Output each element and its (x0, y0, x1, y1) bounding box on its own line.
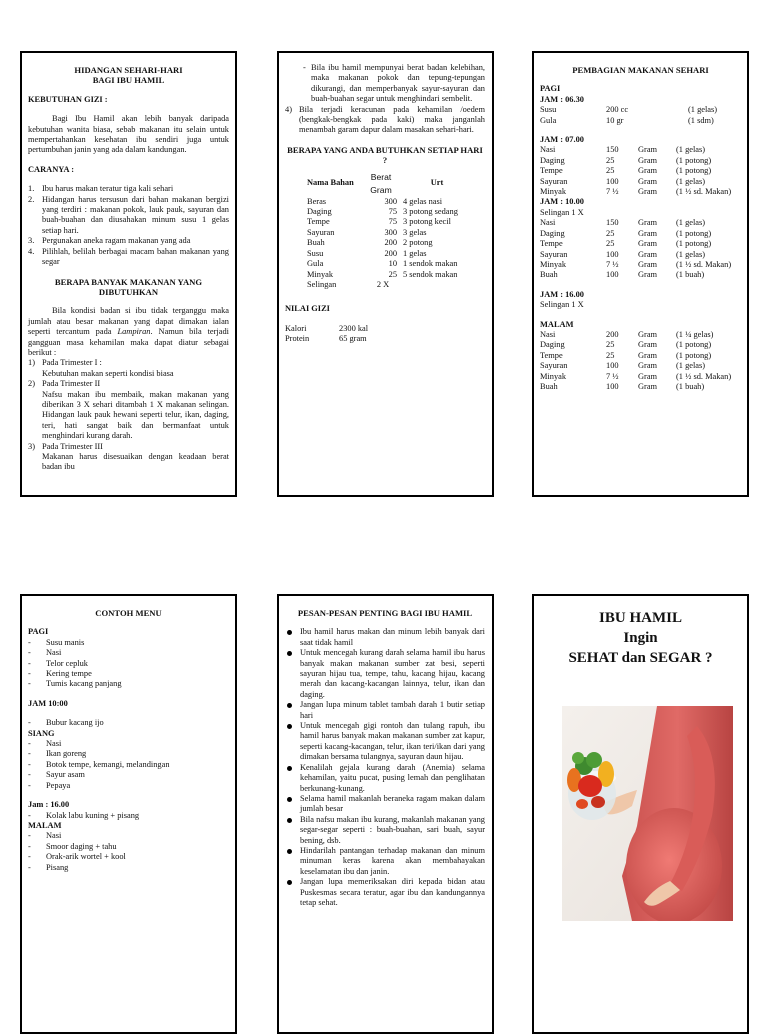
meal-cell-a: Susu (540, 105, 557, 115)
bullet-icon (287, 849, 292, 854)
jam-0700-table (540, 145, 731, 197)
bahan-name: Daging (307, 207, 332, 217)
pembagian-title: PEMBAGIAN MAKANAN SEHARI (572, 65, 709, 75)
menu-pagi-list (28, 638, 229, 690)
menu-siang-list (28, 739, 229, 791)
table-row (290, 280, 460, 290)
list-item: - Bubur kacang ijo (28, 718, 104, 728)
bahan-urt: 1 gelas (403, 248, 427, 258)
meal-cell-b: 7 ½ (606, 371, 619, 381)
table-row (290, 228, 460, 238)
meal-cell-a: Nasi (540, 218, 556, 228)
meal-cell-c: Gram (638, 371, 658, 381)
list-item: 2) Pada Trimester II Nafsu makan ibu membaik, makan makanan yang diberikan 3 X sehari ditambah 1 X makanan selingan. Hidangan lauk pauk hewani seperti telur, ikan, daging, teri, hati sangat baik dan bermanfaat untuk menghindari kurang darah. (28, 379, 229, 441)
bahan-urt: 4 gelas nasi (403, 196, 443, 206)
table-row (540, 361, 731, 371)
kebutuhan-text: Bagi Ibu Hamil akan lebih banyak daripada kebutuhan wanita biasa, sebab makanan itu selain untuk mempertahankan kesehatan ibu sendiri juga untuk pertumbuhan janin yang ada dalam kandungan. (28, 114, 229, 155)
table-header-row (307, 171, 477, 197)
list-item: Kenalilah gejala kurang darah (Anemia) selama kehamilan, yaitu pucat, pusing lemah dan penglihatan berkunang-kunang. (285, 763, 485, 794)
meal-cell-b: 100 (606, 176, 619, 186)
table-row: Kalori 2300 kal (285, 323, 369, 333)
meal-cell-c: Gram (638, 166, 658, 176)
table-row (540, 145, 731, 155)
table-row (540, 177, 731, 187)
list-item: 2. Hidangan harus tersusun dari bahan makanan bergizi yang terdiri : makanan pokok, lauk pauk, sayuran dan buah-buahan dan diusahakan minum susu 1 gelas setiap hari. (28, 194, 229, 235)
caranya-heading: CARANYA : (28, 164, 74, 174)
meal-cell-a: Gula (540, 115, 557, 125)
table-row (290, 207, 460, 217)
panel-title-line2: BAGI IBU HAMIL (92, 75, 165, 86)
list-item: Jangan lupa memeriksakan diri kepada bidan atau Puskesmas secara teratur, agar ibu dan kandungannya tetap sehat. (285, 877, 485, 908)
meal-cell-b: 25 (606, 350, 615, 360)
list-item: 1) Pada Trimester I : Kebutuhan makan seperti kondisi biasa (28, 358, 174, 378)
list-item: - Smoor daging + tahu (28, 841, 117, 851)
meal-cell-d: (1 buah) (676, 381, 705, 391)
meal-cell-d: (1 gelas) (676, 218, 706, 228)
meal-cell-a: Daging (540, 340, 565, 350)
malam-table (540, 330, 731, 392)
meal-cell-b: 100 (606, 270, 619, 280)
list-item: Untuk mencegah kurang darah selama hamil ibu harus banyak makan makanan sumber zat besi, seperti sayuran hijau tua, tempe, tahu, kacang hijau, kacang merah dan kacang-kacangan lainnya, telur, ikan dan daging. (285, 648, 485, 700)
bahan-berat: 25 (388, 269, 397, 279)
table-row (290, 197, 460, 207)
cover-line2: Ingin (623, 630, 658, 646)
col-berat: Berat Gram (370, 171, 392, 195)
bahan-name: Sayuran (307, 227, 335, 237)
table-row (540, 340, 731, 350)
meal-cell-a: Daging (540, 228, 565, 238)
meal-cell-d: (1 potong) (676, 340, 712, 350)
bahan-urt: 3 potong sedang (403, 207, 458, 217)
panel-pembagian (532, 51, 749, 497)
pregnant-woman-photo (562, 706, 733, 921)
meal-cell-a: Buah (540, 270, 558, 280)
table-row (540, 330, 731, 340)
meal-cell-d: (1 gelas) (676, 176, 706, 186)
bullet-icon (287, 630, 292, 635)
jam-0700: JAM : 07.00 (540, 135, 584, 145)
meal-cell-c: Gram (638, 187, 658, 197)
bullet-icon (287, 766, 292, 771)
bahan-berat: 75 (388, 207, 397, 217)
malam-heading: MALAM (540, 319, 574, 329)
pesan-list (285, 627, 485, 908)
list-item: 1. Ibu harus makan teratur tiga kali sehari (28, 184, 174, 194)
list-item: - Orak-arik wortel + kool (28, 852, 126, 862)
panel-pesan (277, 594, 494, 1034)
col-urt: Urt (430, 178, 444, 188)
meal-cell-d: (1 gelas) (676, 361, 706, 371)
table-row (540, 116, 717, 126)
kebutuhan-heading: KEBUTUHAN GIZI : (28, 94, 108, 104)
list-item: - Kering tempe (28, 669, 92, 679)
jam-1000: JAM : 10.00 (540, 197, 584, 207)
meal-cell-d: (1 gelas) (688, 105, 718, 115)
table-row (290, 259, 460, 269)
list-item: 3) Pada Trimester III Makanan harus disesuaikan dengan keadaan berat badan ibu (28, 441, 229, 472)
nilai-gizi-heading: NILAI GIZI (285, 304, 330, 314)
panel-kebutuhan (277, 51, 494, 497)
list-item: - Telor cepluk (28, 658, 88, 668)
list-item: 3. Pergunakan aneka ragam makanan yang ada (28, 236, 191, 246)
bahan-berat: 10 (388, 259, 397, 269)
meal-cell-a: Minyak (540, 371, 567, 381)
meal-cell-d: (1 gelas) (676, 145, 706, 155)
bahan-berat: 300 (384, 196, 397, 206)
table-row (540, 218, 731, 228)
table-row: Protein 65 gram (285, 334, 367, 344)
meal-cell-c: Gram (638, 218, 658, 228)
meal-cell-a: Nasi (540, 145, 556, 155)
list-item: - Nasi (28, 831, 62, 841)
meal-cell-c: Gram (638, 249, 658, 259)
meal-cell-b: 200 cc (606, 105, 629, 115)
berapa-text: Bila kondisi badan si ibu tidak terganggu maka jumlah atau besar makanan yang dapat dimakan ialan seperti tercantum pada Lampiran. Namun bila terjadi gangguan masa kehamilan maka dapat diatur sebagai berikut : (28, 306, 229, 357)
menu-pagi-heading: PAGI (28, 627, 49, 637)
meal-cell-d: (1 gelas) (676, 249, 706, 259)
menu-jam16-list (28, 811, 229, 821)
meal-cell-b: 150 (606, 145, 619, 155)
meal-cell-c: Gram (638, 259, 658, 269)
bahan-urt: 2 potong (403, 238, 433, 248)
list-item: - Pepaya (28, 780, 71, 790)
menu-malam-list (28, 831, 229, 873)
meal-cell-b: 7 ½ (606, 259, 619, 269)
panel-title-line1: HIDANGAN SEHARI-HARI (74, 65, 183, 75)
bahan-berat: 300 (384, 227, 397, 237)
trimester-list (28, 358, 229, 472)
bahan-berat: 200 (384, 238, 397, 248)
meal-cell-b: 7 ½ (606, 187, 619, 197)
berapa-heading: BERAPA BANYAK MAKANAN YANG DIBUTUHKAN (54, 276, 203, 297)
bullet-icon (287, 651, 292, 656)
meal-cell-b: 25 (606, 239, 615, 249)
table-row (540, 229, 731, 239)
bahan-name: Gula (307, 259, 324, 269)
table-row (540, 260, 731, 270)
list-item: Untuk mencegah gigi rontoh dan tulang rapuh, ibu hamil harus banyak makan makanan sumber zat kapur, seperti kacang-kacangan, telur, ikan teri/ikan dari yang dimakan bersama tulangnya, sayuran daun hijau. (285, 721, 485, 763)
table-row (540, 270, 731, 280)
bahan-urt: 3 potong kecil (403, 217, 451, 227)
bullet-icon (287, 724, 292, 729)
meal-cell-a: Tempe (540, 166, 563, 176)
meal-cell-d: (1 ½ sd. Makan) (676, 259, 732, 269)
table-row (290, 217, 460, 227)
meal-cell-c: Gram (638, 350, 658, 360)
meal-cell-a: Minyak (540, 259, 567, 269)
meal-cell-c: Gram (638, 176, 658, 186)
table-row (540, 105, 717, 115)
bullet-icon (287, 880, 292, 885)
meal-cell-d: (1 potong) (676, 239, 712, 249)
meal-cell-a: Tempe (540, 350, 563, 360)
meal-cell-b: 10 gr (606, 115, 624, 125)
bahan-name: Tempe (307, 217, 330, 227)
list-item: 4. Pilihlah, belilah berbagai macam bahan makanan yang segar (28, 246, 229, 267)
bullet-icon (287, 703, 292, 708)
table-row (540, 382, 731, 392)
bahan-rows (290, 197, 460, 291)
list-item: Jangan lupa minum tablet tambah darah 1 butir setiap hari (285, 700, 485, 721)
list-item: - Ikan goreng (28, 749, 87, 759)
table-heading: BERAPA YANG ANDA BUTUHKAN SETIAP HARI ? (287, 144, 483, 166)
table-row (540, 250, 731, 260)
meal-cell-a: Sayuran (540, 176, 568, 186)
meal-cell-c (662, 105, 688, 115)
meal-cell-c: Gram (638, 340, 658, 350)
bahan-name: Susu (307, 248, 324, 258)
jam-0630: JAM : 06.30 (540, 94, 584, 104)
pesan-title: PESAN-PESAN PENTING BAGI IBU HAMIL (297, 608, 473, 618)
menu-malam-heading: MALAM (28, 820, 62, 830)
meal-cell-d: (1 buah) (676, 270, 705, 280)
bahan-urt (397, 280, 460, 290)
meal-cell-b: 25 (606, 340, 615, 350)
meal-cell-b: 150 (606, 218, 619, 228)
meal-cell-c: Gram (638, 381, 658, 391)
meal-cell-c: Gram (638, 329, 658, 339)
table-row (540, 156, 731, 166)
bahan-berat: 75 (388, 217, 397, 227)
caranya-list (28, 184, 229, 267)
list-item: Hindarilah pantangan terhadap makanan dan minum minuman keras karena akan membahayakan keselamatan ibu dan janin. (285, 846, 485, 877)
meal-cell-c (662, 116, 688, 126)
meal-cell-c: Gram (638, 270, 658, 280)
meal-cell-a: Tempe (540, 239, 563, 249)
panel-hidangan (20, 51, 237, 497)
panel-contoh-menu (20, 594, 237, 1034)
table-row (540, 372, 731, 382)
col-nama-bahan: Nama Bahan (307, 178, 354, 188)
table-row (540, 187, 731, 197)
cover-line1: IBU HAMIL (599, 610, 682, 626)
jam-1600: JAM : 16.00 (540, 289, 584, 299)
bahan-urt: 5 sendok makan (403, 269, 458, 279)
meal-cell-a: Daging (540, 155, 565, 165)
meal-cell-a: Minyak (540, 187, 567, 197)
meal-cell-c: Gram (638, 155, 658, 165)
meal-cell-b: 100 (606, 361, 619, 371)
meal-cell-a: Nasi (540, 329, 556, 339)
panel-cover (532, 594, 749, 1034)
menu-jam10-list (28, 718, 229, 728)
bahan-berat: 200 (384, 248, 397, 258)
list-item: - Susu manis (28, 637, 85, 647)
list-item: - Botok tempe, kemangi, melandingan (28, 759, 170, 769)
cover-line3: SEHAT dan SEGAR ? (568, 650, 713, 666)
list-item: - Kolak labu kuning + pisang (28, 810, 140, 820)
list-item: Ibu hamil harus makan dan minum lebih banyak dari saat tidak hamil (285, 627, 485, 648)
meal-cell-a: Sayuran (540, 249, 568, 259)
meal-cell-d: (1 potong) (676, 155, 712, 165)
meal-cell-b: 25 (606, 228, 615, 238)
jam-1000-table (540, 218, 731, 280)
table-row (290, 238, 460, 248)
continued-item: - Bila ibu hamil mempunyai berat badan kelebihan, maka makanan pokok dan tepung-tepungan dikurangi, dan memperbanyak sayur-sayuran dan buah-buahan segar untuk menghindari sembelit. (303, 63, 485, 104)
contoh-menu-title: CONTOH MENU (95, 608, 162, 618)
item-4: 4) Bila terjadi keracunan pada kehamilan /oedem (bengkak-bengkak pada kaki) maka janganlah menambah garam dapur dalam masakan sehari-hari. (285, 104, 485, 135)
bahan-name: Selingan (307, 279, 337, 289)
bahan-urt: 3 gelas (403, 227, 427, 237)
menu-jam16-heading: Jam : 16.00 (28, 800, 70, 810)
meal-cell-d: (1 sdm) (688, 115, 714, 125)
list-item: - Pisang (28, 862, 69, 872)
pagi-table (540, 105, 717, 126)
table-row (290, 270, 460, 280)
list-item: Bila nafsu makan ibu kurang, makanlah makanan yang segar-segar seperti : buah-buahan, sari buah, sayur bening, dsb. (285, 815, 485, 846)
list-item: - Nasi (28, 648, 62, 658)
list-item: - Sayur asam (28, 770, 85, 780)
pagi-heading: PAGI (540, 84, 561, 94)
meal-cell-a: Sayuran (540, 361, 568, 371)
menu-jam10-heading: JAM 10:00 (28, 698, 68, 708)
bahan-name: Buah (307, 238, 325, 248)
meal-cell-b: 25 (606, 155, 615, 165)
meal-cell-d: (1 potong) (676, 166, 712, 176)
selingan-1000: Selingan 1 X (540, 207, 584, 217)
nilai-gizi-table (285, 324, 368, 345)
meal-cell-b: 100 (606, 381, 619, 391)
bahan-name: Beras (307, 196, 327, 206)
meal-cell-b: 25 (606, 166, 615, 176)
table-row (540, 166, 731, 176)
bullet-icon (287, 797, 292, 802)
list-item: - Tumis kacang panjang (28, 679, 122, 689)
selingan-1600: Selingan 1 X (540, 300, 584, 310)
meal-cell-b: 200 (606, 329, 619, 339)
meal-cell-c: Gram (638, 361, 658, 371)
list-item: Selama hamil makanlah beraneka ragam makan dalam jumlah besar (285, 794, 485, 815)
table-row (290, 249, 460, 259)
bullet-icon (287, 818, 292, 823)
bahan-urt: 1 sendok makan (403, 259, 458, 269)
meal-cell-d: (1 ¼ gelas) (676, 329, 714, 339)
meal-cell-d: (1 potong) (676, 350, 712, 360)
bahan-berat: 2 X (376, 279, 390, 289)
menu-siang-heading: SIANG (28, 728, 55, 738)
bahan-name: Minyak (307, 269, 334, 279)
meal-cell-c: Gram (638, 239, 658, 249)
meal-cell-c: Gram (638, 228, 658, 238)
table-row (540, 239, 731, 249)
list-item: - Nasi (28, 739, 62, 749)
meal-cell-d: (1 ½ sd. Makan) (676, 187, 732, 197)
meal-cell-b: 100 (606, 249, 619, 259)
meal-cell-d: (1 ½ sd. Makan) (676, 371, 732, 381)
table-row (540, 351, 731, 361)
meal-cell-a: Buah (540, 381, 558, 391)
bahan-table (307, 171, 477, 197)
meal-cell-d: (1 potong) (676, 228, 712, 238)
meal-cell-c: Gram (638, 145, 658, 155)
